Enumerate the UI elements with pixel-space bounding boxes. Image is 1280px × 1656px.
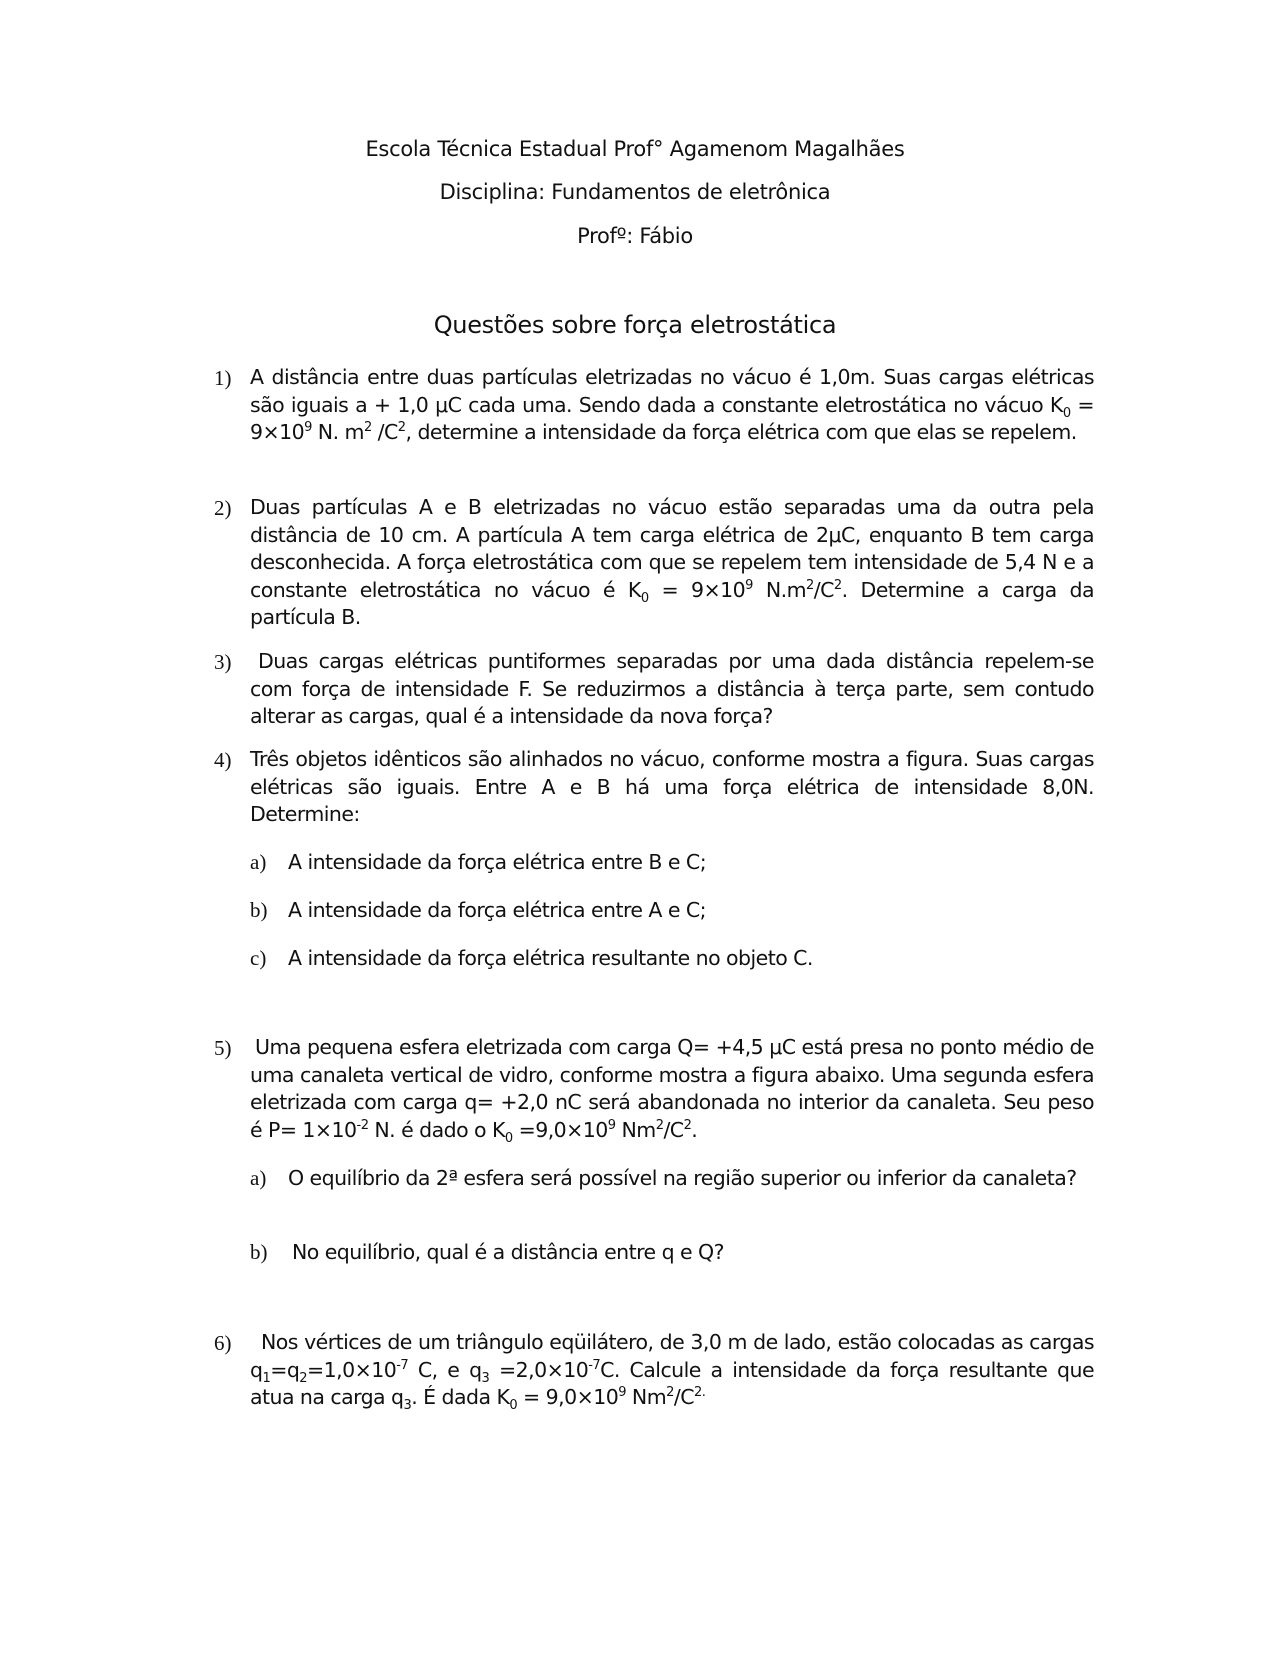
question-text: A distância entre duas partículas eletrizadas no vácuo é 1,0m. Suas cargas elétricas são iguais a + 1,0 μC cada uma. Sendo dada a constante eletrostática no vácuo $K_0 = 9\times 10^9$ N. $m^2$ $/C^2$, determine a intensidade da força elétrica com que elas se repelem. [250, 365, 1094, 444]
question-5 [214, 1034, 1094, 1144]
question-5-item-b [250, 1238, 1094, 1266]
item-text: No equilíbrio, qual é a distância entre q e Q? [292, 1240, 724, 1264]
question-text: Nos vértices de um triângulo eqüilátero, de 3,0 m de lado, estão colocadas as cargas $q_1=q_2=1,0\times 10^{-7}$ C, e $q_3 =2,0\times 10^{-7}C$. Calcule a intensidade da força resultante que atua na carga $q_3$. É dada $K_0 = 9,0\times 10^9$ $Nm^2/C^{2.}$ [250, 1330, 1095, 1414]
question-5-item-a [250, 1164, 1094, 1192]
item-letter: b) [250, 1240, 268, 1264]
item-text: A intensidade da força elétrica entre B e C; [288, 850, 707, 874]
question-3 [214, 648, 1094, 731]
item-text: A intensidade da força elétrica resultante no objeto C. [288, 946, 813, 970]
question-text: Duas cargas elétricas puntiformes separadas por uma dada distância repelem-se com força de intensidade F. Se reduzirmos a distância à terça parte, sem contudo alterar as cargas, qual é a intensidade da nova força? [250, 649, 1094, 728]
question-text: Uma pequena esfera eletrizada com carga Q= +4,5 μC está presa no ponto médio de uma canaleta vertical de vidro, conforme mostra a figura abaixo. Uma segunda esfera eletrizada com carga q= +2,0 nC será abandonada no interior da canaleta. Seu peso é $P= 1\times 10^{-2}$ N. é dado o $K_0 =9,0\times 10^9$ $Nm^2/C^2$. [250, 1035, 1094, 1146]
item-text: A intensidade da força elétrica entre A e C; [288, 898, 707, 922]
question-number: 3) [214, 650, 232, 674]
question-number: 2) [214, 496, 232, 520]
school-name: Escola Técnica Estadual Prof° Agamenom Magalhães [365, 137, 905, 161]
question-4-item-c [250, 944, 1094, 972]
question-number: 5) [214, 1036, 232, 1060]
question-1 [214, 364, 1094, 447]
item-letter: a) [250, 850, 267, 874]
item-letter: b) [250, 898, 268, 922]
item-text: O equilíbrio da 2ª esfera será possível na região superior ou inferior da canaleta? [288, 1166, 1077, 1190]
question-2 [214, 494, 1094, 632]
item-letter: c) [250, 946, 267, 970]
question-4-item-a [250, 848, 1094, 876]
question-6 [214, 1329, 1094, 1412]
worksheet-title: Questões sobre força eletrostática [433, 311, 837, 339]
question-4-item-b [250, 896, 1094, 924]
question-text: Duas partículas A e B eletrizadas no vácuo estão separadas uma da outra pela distância de 10 cm. A partícula A tem carga elétrica de 2μC, enquanto B tem carga desconhecida. A força eletrostática com que se repelem tem intensidade de 5,4 N e a constante eletrostática no vácuo é $K_0 = 9\times 10^9$ $N.m^2/C^2$. Determine a carga da partícula B. [250, 495, 1095, 629]
item-letter: a) [250, 1166, 267, 1190]
teacher-line: Profº: Fábio [577, 224, 693, 248]
question-text: Três objetos idênticos são alinhados no vácuo, conforme mostra a figura. Suas cargas elétricas são iguais. Entre A e B há uma força elétrica de intensidade 8,0N. Determine: [250, 747, 1094, 826]
question-number: 4) [214, 748, 232, 772]
question-number: 6) [214, 1331, 232, 1355]
question-4 [214, 746, 1094, 829]
question-number: 1) [214, 366, 232, 390]
discipline-line: Disciplina: Fundamentos de eletrônica [439, 180, 831, 204]
